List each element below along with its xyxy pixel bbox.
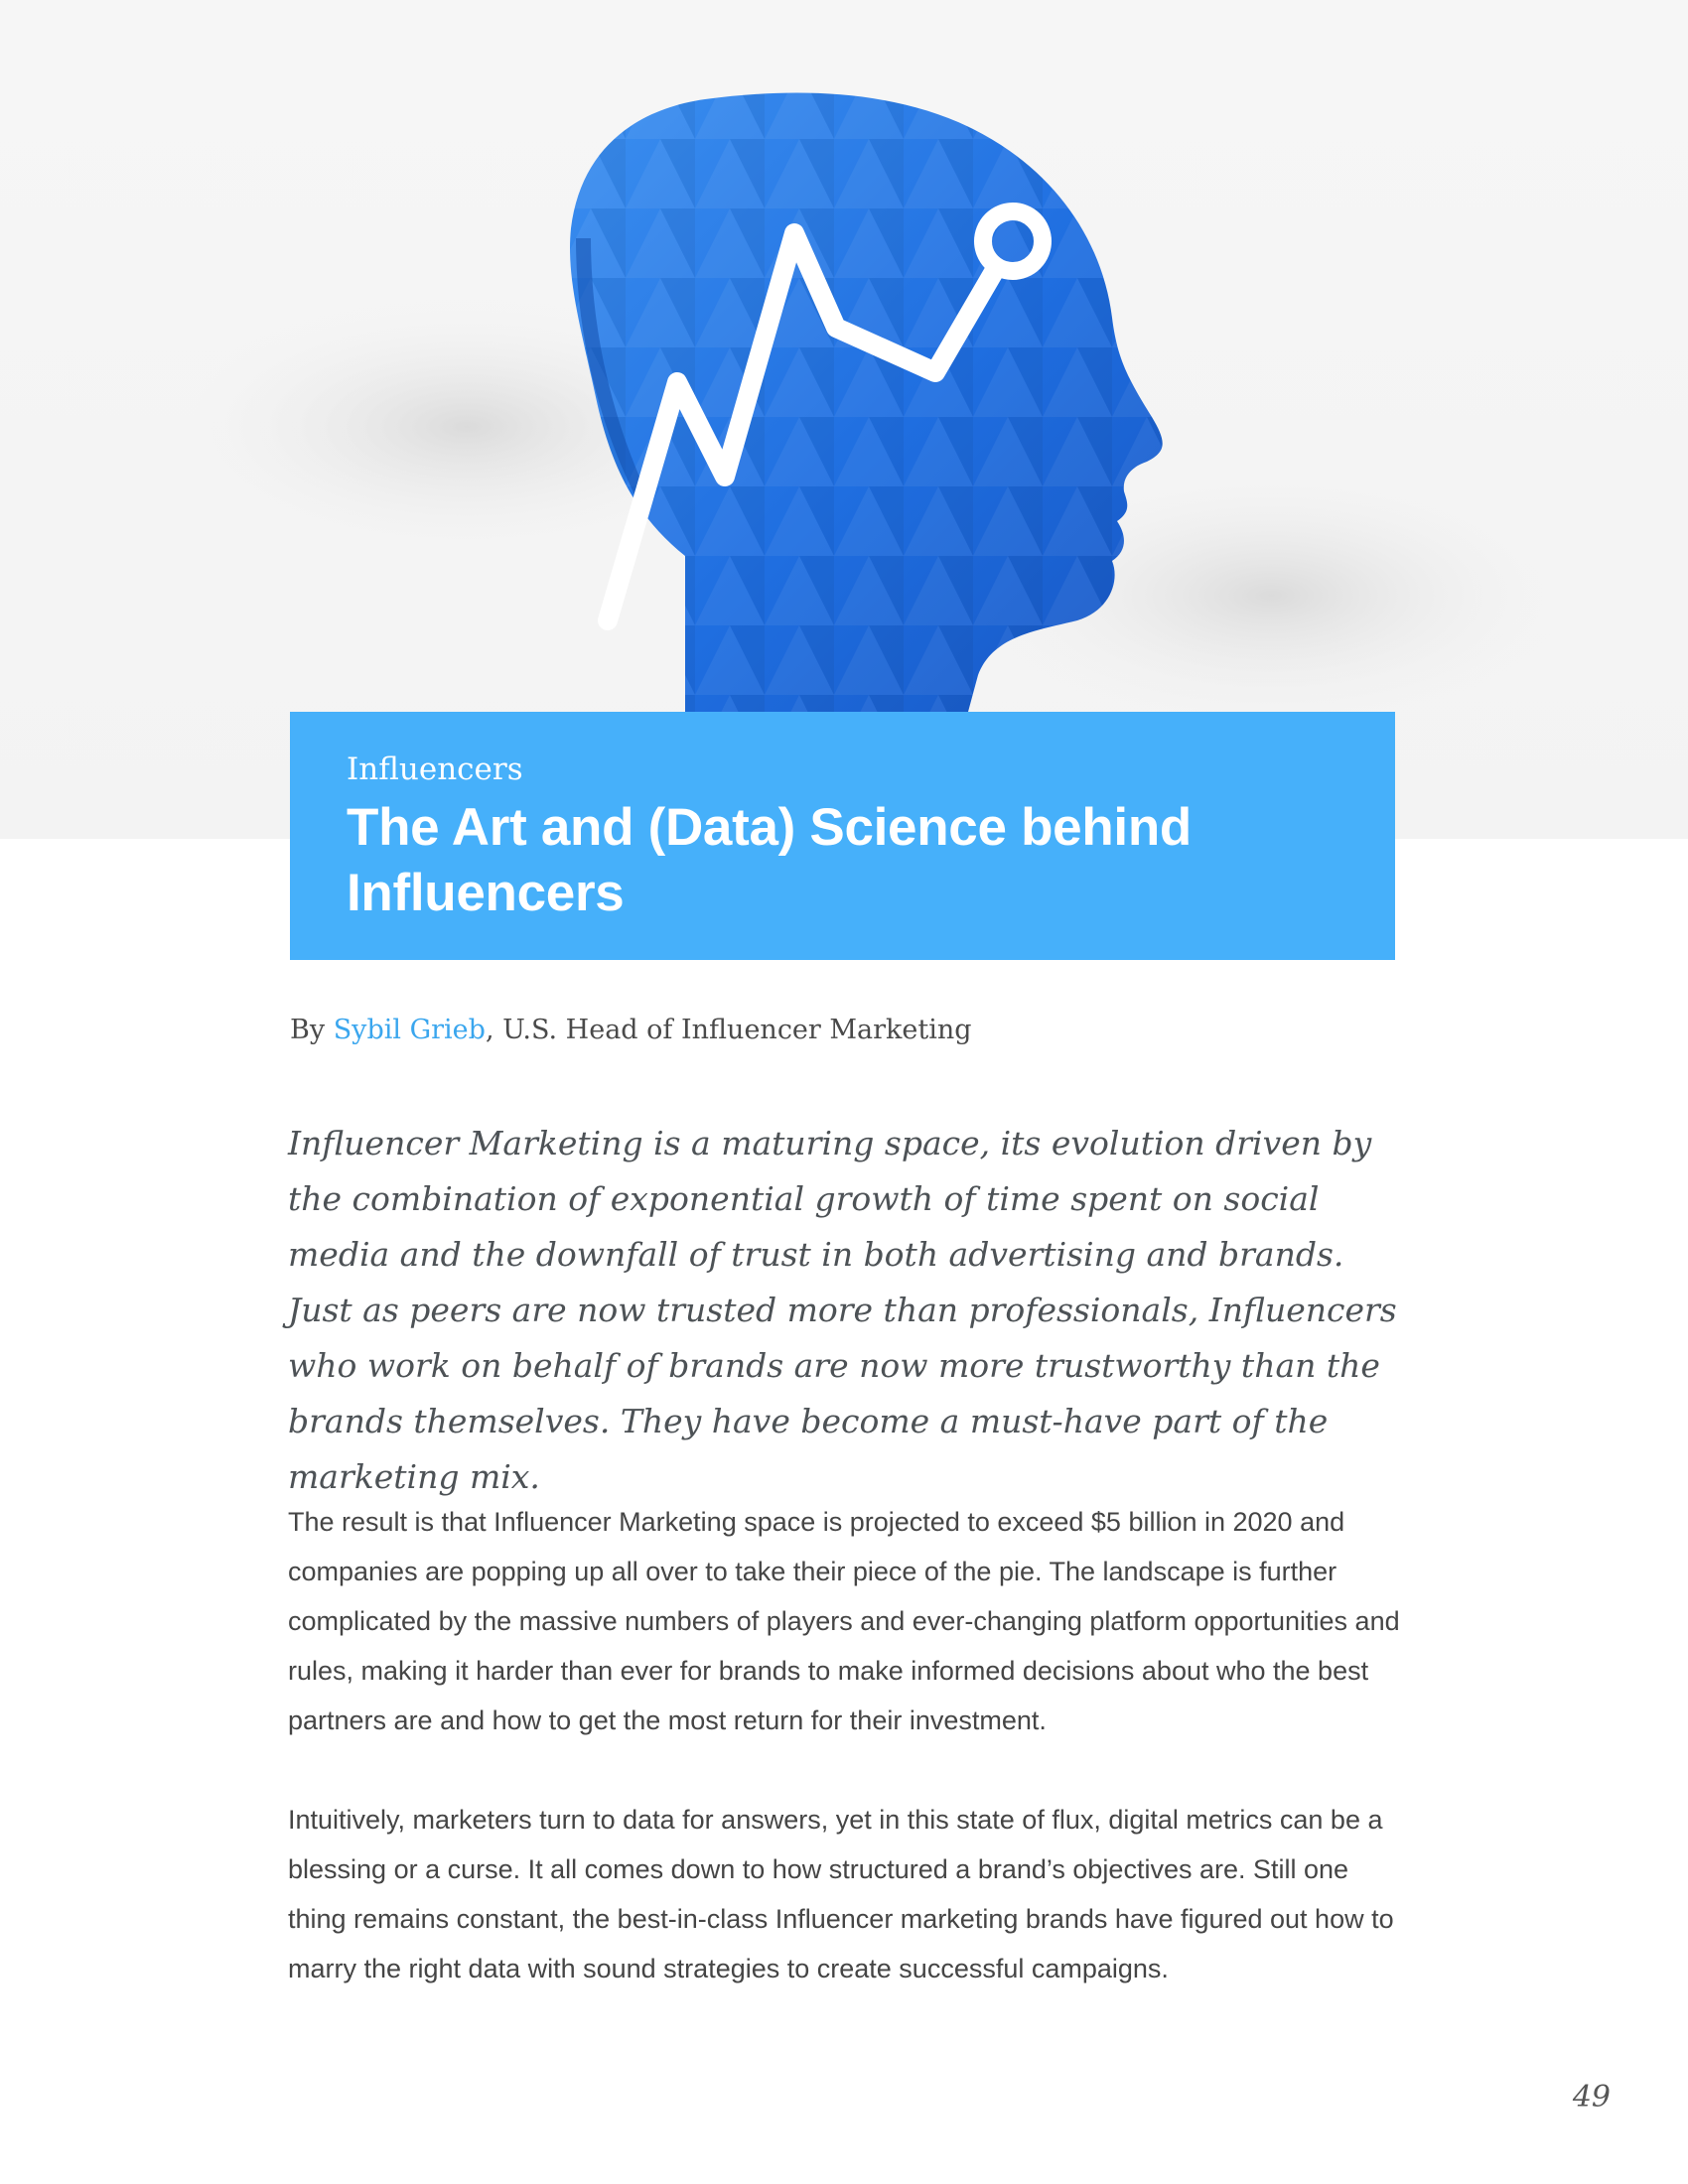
page-number: 49 [1572, 2080, 1611, 2115]
title-banner [290, 712, 1395, 960]
article-title: The Art and (Data) Science behind Influencers [347, 798, 1192, 922]
lede-paragraph: Influencer Marketing is a maturing space, its evolution driven by the combination of exponential growth of time spent on social media and the downfall of trust in both advertising and brands. Just as peers are now trusted more than professionals, Influencers who work on behalf of brands are now more trustworthy than the brands themselves. They have become a must-have part of the marketing mix. [288, 1124, 1397, 1496]
category-label: Influencers [347, 751, 523, 787]
byline [290, 1015, 1382, 1045]
body-paragraph-1: The result is that Influencer Marketing space is projected to exceed $5 billion in 2020 and companies are popping up all over to take their piece of the pie. The landscape is further complicated by the massive numbers of players and ever-changing platform opportunities and rules, making it harder than ever for brands to make informed decisions about who the best partners are and how to get the most return for their investment. [288, 1507, 1400, 1735]
author-role: , U.S. Head of Influencer Marketing [485, 1015, 972, 1045]
byline-prefix: By [290, 1015, 334, 1045]
author-link[interactable]: Sybil Grieb [333, 1015, 486, 1045]
body-paragraph-2: Intuitively, marketers turn to data for answers, yet in this state of flux, digital metrics can be a blessing or a curse. It all comes down to how structured a brand’s objectives are. Still one thing remains constant, the best-in-class Influencer marketing brands have figured out how to marry the right data with sound strategies to create successful campaigns. [288, 1805, 1394, 1983]
